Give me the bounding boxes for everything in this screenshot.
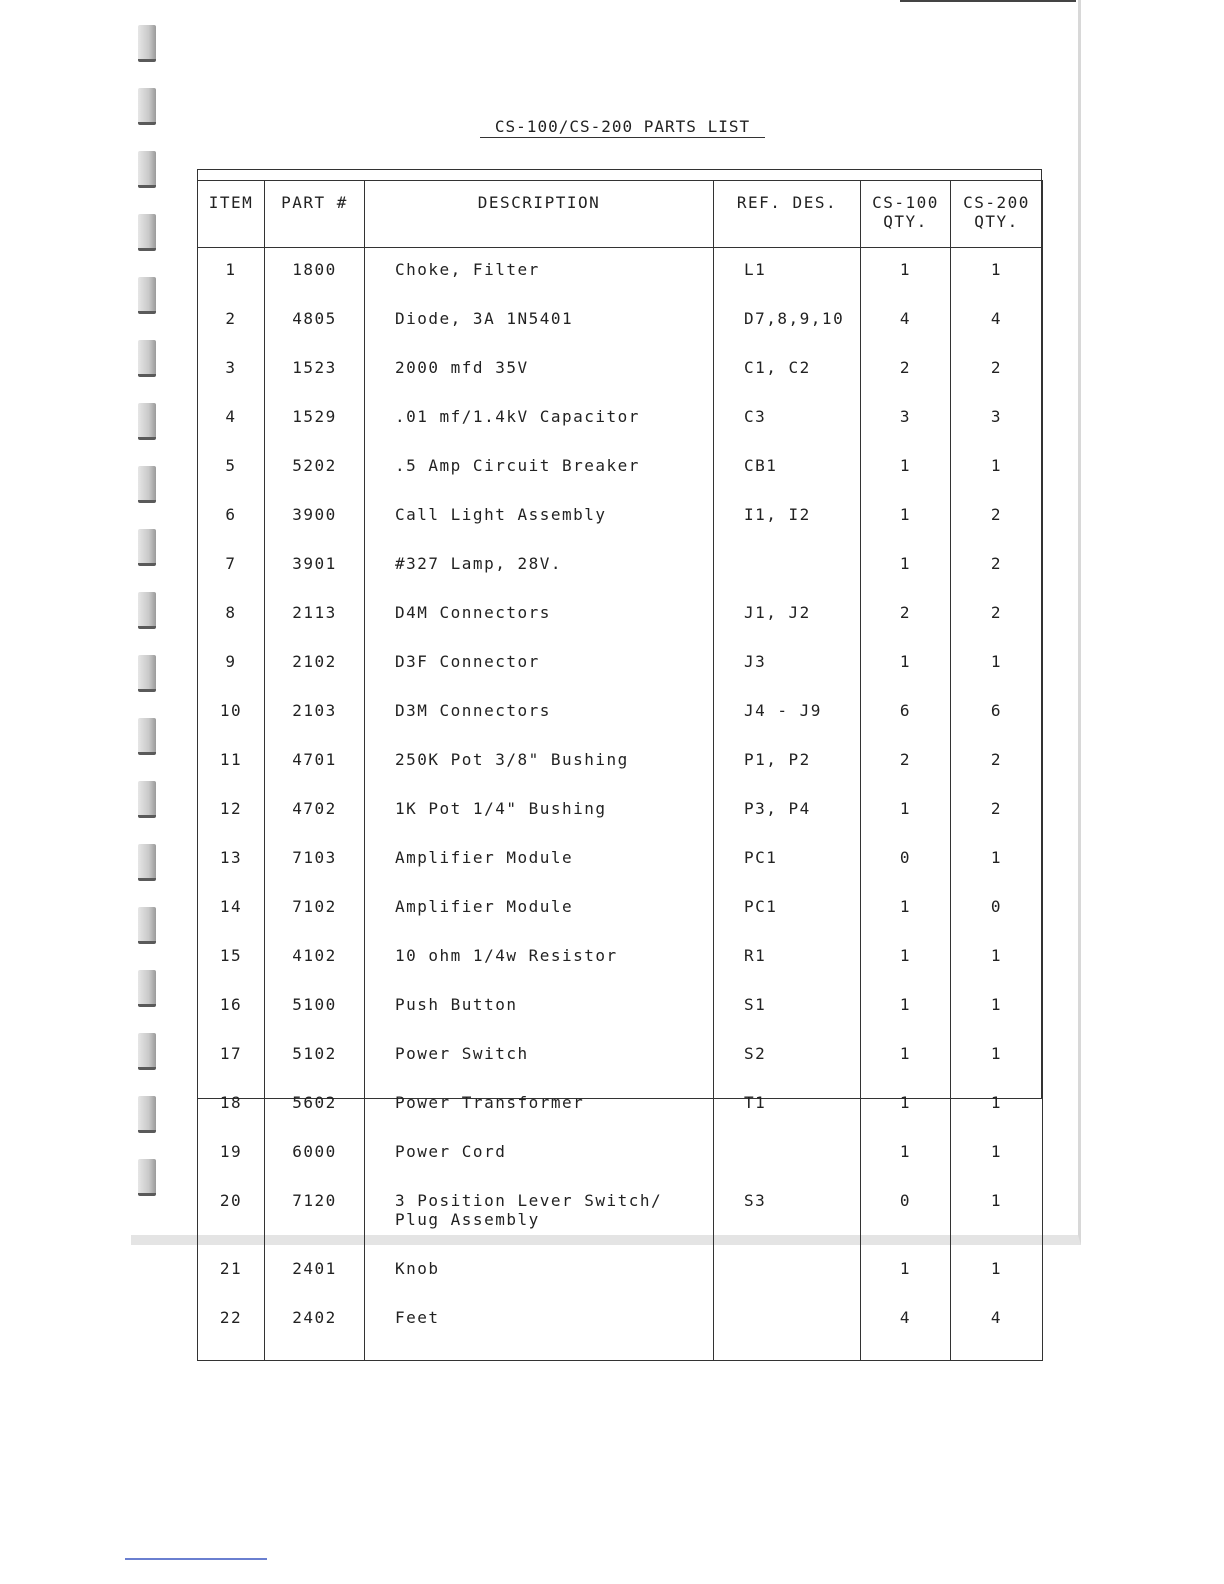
cell-part: 7103 — [265, 836, 365, 885]
cell-cs100-qty: 1 — [861, 983, 951, 1032]
cell-item: 7 — [198, 542, 265, 591]
header-cs100-line1: CS-100 — [872, 193, 939, 212]
cell-cs200-qty: 2 — [951, 738, 1043, 787]
table-row — [198, 836, 1043, 885]
binding-hole — [138, 844, 156, 881]
cell-item: 21 — [198, 1247, 265, 1296]
cell-cs100-qty: 4 — [861, 1296, 951, 1361]
cell-description: Choke, Filter — [365, 248, 714, 298]
table-row — [198, 444, 1043, 493]
table-row — [198, 591, 1043, 640]
cell-part: 1523 — [265, 346, 365, 395]
table-row — [198, 1179, 1043, 1247]
cell-cs100-qty: 2 — [861, 591, 951, 640]
table-row — [198, 787, 1043, 836]
cell-cs200-qty: 2 — [951, 591, 1043, 640]
table-row — [198, 738, 1043, 787]
cell-description: Power Cord — [365, 1130, 714, 1179]
cell-description: D3M Connectors — [365, 689, 714, 738]
cell-cs100-qty: 1 — [861, 934, 951, 983]
cell-cs200-qty: 4 — [951, 297, 1043, 346]
cell-part: 6000 — [265, 1130, 365, 1179]
cell-part: 3900 — [265, 493, 365, 542]
cell-cs200-qty: 1 — [951, 640, 1043, 689]
cell-ref: J4 - J9 — [714, 689, 861, 738]
binding-hole — [138, 529, 156, 566]
cell-cs100-qty: 1 — [861, 885, 951, 934]
header-cs200-qty — [951, 181, 1043, 248]
header-ref-des: REF. DES. — [714, 181, 861, 248]
cell-description: Amplifier Module — [365, 885, 714, 934]
cell-ref: S3 — [714, 1179, 861, 1247]
cell-part: 5102 — [265, 1032, 365, 1081]
binding-hole — [138, 718, 156, 755]
binding-hole — [138, 1033, 156, 1070]
cell-item: 17 — [198, 1032, 265, 1081]
cell-cs100-qty: 2 — [861, 346, 951, 395]
header-item: ITEM — [198, 181, 265, 248]
binding-hole — [138, 655, 156, 692]
cell-ref: T1 — [714, 1081, 861, 1130]
header-cs200-line1: CS-200 — [963, 193, 1030, 212]
cell-cs100-qty: 1 — [861, 1130, 951, 1179]
cell-description-line1: 3 Position Lever Switch/ — [395, 1191, 663, 1210]
cell-item: 4 — [198, 395, 265, 444]
cell-cs200-qty: 2 — [951, 787, 1043, 836]
cell-description: Power Switch — [365, 1032, 714, 1081]
cell-ref: I1, I2 — [714, 493, 861, 542]
cell-description: 10 ohm 1/4w Resistor — [365, 934, 714, 983]
table-row — [198, 297, 1043, 346]
cell-cs100-qty: 0 — [861, 1179, 951, 1247]
binding-hole — [138, 25, 156, 62]
cell-cs100-qty: 1 — [861, 1247, 951, 1296]
footer-rule — [125, 1558, 267, 1560]
cell-ref: J1, J2 — [714, 591, 861, 640]
cell-ref: D7,8,9,10 — [714, 297, 861, 346]
cell-ref: P3, P4 — [714, 787, 861, 836]
cell-description: 2000 mfd 35V — [365, 346, 714, 395]
cell-item: 15 — [198, 934, 265, 983]
cell-part: 5100 — [265, 983, 365, 1032]
cell-description: .01 mf/1.4kV Capacitor — [365, 395, 714, 444]
cell-item: 8 — [198, 591, 265, 640]
cell-ref: S2 — [714, 1032, 861, 1081]
cell-cs100-qty: 1 — [861, 248, 951, 298]
cell-ref: C3 — [714, 395, 861, 444]
page-title: CS-100/CS-200 PARTS LIST — [480, 117, 765, 138]
cell-part: 7120 — [265, 1179, 365, 1247]
cell-ref: P1, P2 — [714, 738, 861, 787]
cell-part: 2401 — [265, 1247, 365, 1296]
cell-cs200-qty: 1 — [951, 934, 1043, 983]
binding-hole — [138, 403, 156, 440]
cell-description: Knob — [365, 1247, 714, 1296]
cell-item: 16 — [198, 983, 265, 1032]
cell-part: 4102 — [265, 934, 365, 983]
table-row — [198, 346, 1043, 395]
cell-item: 6 — [198, 493, 265, 542]
table-row — [198, 1081, 1043, 1130]
cell-item: 2 — [198, 297, 265, 346]
cell-part: 4702 — [265, 787, 365, 836]
cell-description: D4M Connectors — [365, 591, 714, 640]
cell-description: 250K Pot 3/8" Bushing — [365, 738, 714, 787]
binding-hole — [138, 214, 156, 251]
binding-hole — [138, 970, 156, 1007]
cell-cs200-qty: 1 — [951, 1247, 1043, 1296]
cell-ref: PC1 — [714, 885, 861, 934]
cell-cs200-qty: 1 — [951, 1081, 1043, 1130]
cell-part: 2102 — [265, 640, 365, 689]
header-cs100-qty — [861, 181, 951, 248]
binding-hole — [138, 907, 156, 944]
cell-part: 1800 — [265, 248, 365, 298]
table-row — [198, 493, 1043, 542]
cell-cs100-qty: 1 — [861, 444, 951, 493]
binding-hole — [138, 151, 156, 188]
parts-table — [197, 180, 1043, 1361]
binding-hole — [138, 1159, 156, 1196]
cell-cs100-qty: 1 — [861, 1032, 951, 1081]
cell-cs200-qty: 6 — [951, 689, 1043, 738]
cell-item: 3 — [198, 346, 265, 395]
cell-ref: R1 — [714, 934, 861, 983]
cell-part: 3901 — [265, 542, 365, 591]
cell-part: 1529 — [265, 395, 365, 444]
cell-item: 10 — [198, 689, 265, 738]
table-row — [198, 885, 1043, 934]
cell-part: 2103 — [265, 689, 365, 738]
cell-part: 4805 — [265, 297, 365, 346]
cell-item: 12 — [198, 787, 265, 836]
header-part-number: PART # — [265, 181, 365, 248]
cell-description: Diode, 3A 1N5401 — [365, 297, 714, 346]
cell-cs200-qty: 4 — [951, 1296, 1043, 1361]
cell-part: 2113 — [265, 591, 365, 640]
cell-part: 7102 — [265, 885, 365, 934]
cell-ref — [714, 1130, 861, 1179]
cell-item: 19 — [198, 1130, 265, 1179]
table-row — [198, 1247, 1043, 1296]
page-edge-line — [900, 0, 1076, 2]
binding-hole — [138, 1096, 156, 1133]
table-header-row — [198, 181, 1043, 248]
cell-item: 13 — [198, 836, 265, 885]
cell-description — [365, 1179, 714, 1247]
cell-item: 1 — [198, 248, 265, 298]
header-cs100-line2: QTY. — [883, 212, 928, 231]
cell-description: Call Light Assembly — [365, 493, 714, 542]
cell-ref — [714, 1296, 861, 1361]
cell-cs200-qty: 2 — [951, 542, 1043, 591]
cell-description: 1K Pot 1/4" Bushing — [365, 787, 714, 836]
cell-ref: J3 — [714, 640, 861, 689]
cell-item: 9 — [198, 640, 265, 689]
cell-part: 2402 — [265, 1296, 365, 1361]
cell-cs100-qty: 1 — [861, 1081, 951, 1130]
cell-item: 18 — [198, 1081, 265, 1130]
cell-cs100-qty: 1 — [861, 542, 951, 591]
cell-item: 20 — [198, 1179, 265, 1247]
header-description: DESCRIPTION — [365, 181, 714, 248]
cell-cs200-qty: 1 — [951, 1130, 1043, 1179]
cell-cs100-qty: 1 — [861, 493, 951, 542]
binding-hole — [138, 340, 156, 377]
cell-part: 5602 — [265, 1081, 365, 1130]
cell-ref: PC1 — [714, 836, 861, 885]
cell-ref: L1 — [714, 248, 861, 298]
cell-part: 4701 — [265, 738, 365, 787]
cell-item: 14 — [198, 885, 265, 934]
binding-hole — [138, 88, 156, 125]
binding-hole — [138, 277, 156, 314]
cell-description: #327 Lamp, 28V. — [365, 542, 714, 591]
table-row — [198, 248, 1043, 298]
cell-cs200-qty: 1 — [951, 248, 1043, 298]
cell-cs200-qty: 3 — [951, 395, 1043, 444]
cell-cs100-qty: 6 — [861, 689, 951, 738]
cell-item: 22 — [198, 1296, 265, 1361]
cell-cs200-qty: 1 — [951, 444, 1043, 493]
cell-cs100-qty: 4 — [861, 297, 951, 346]
cell-cs100-qty: 1 — [861, 787, 951, 836]
cell-cs200-qty: 2 — [951, 346, 1043, 395]
cell-ref: S1 — [714, 983, 861, 1032]
header-cs200-line2: QTY. — [974, 212, 1019, 231]
cell-ref — [714, 1247, 861, 1296]
table-row — [198, 1032, 1043, 1081]
cell-cs100-qty: 3 — [861, 395, 951, 444]
cell-item: 5 — [198, 444, 265, 493]
cell-ref: C1, C2 — [714, 346, 861, 395]
table-row — [198, 1296, 1043, 1361]
table-row — [198, 983, 1043, 1032]
cell-cs100-qty: 2 — [861, 738, 951, 787]
cell-cs200-qty: 1 — [951, 836, 1043, 885]
binding-hole — [138, 466, 156, 503]
binding-hole — [138, 592, 156, 629]
table-row — [198, 640, 1043, 689]
cell-cs100-qty: 1 — [861, 640, 951, 689]
cell-cs100-qty: 0 — [861, 836, 951, 885]
cell-item: 11 — [198, 738, 265, 787]
cell-cs200-qty: 2 — [951, 493, 1043, 542]
cell-description: Power Transformer — [365, 1081, 714, 1130]
cell-cs200-qty: 1 — [951, 1032, 1043, 1081]
table-row — [198, 689, 1043, 738]
cell-description: Feet — [365, 1296, 714, 1361]
cell-description: .5 Amp Circuit Breaker — [365, 444, 714, 493]
cell-description: Amplifier Module — [365, 836, 714, 885]
cell-ref: CB1 — [714, 444, 861, 493]
binding-hole — [138, 781, 156, 818]
table-row — [198, 1130, 1043, 1179]
table-row — [198, 542, 1043, 591]
cell-cs200-qty: 1 — [951, 1179, 1043, 1247]
cell-cs200-qty: 0 — [951, 885, 1043, 934]
table-row — [198, 395, 1043, 444]
cell-description-line2: Plug Assembly — [395, 1210, 540, 1229]
cell-description: D3F Connector — [365, 640, 714, 689]
cell-cs200-qty: 1 — [951, 983, 1043, 1032]
table-row — [198, 934, 1043, 983]
cell-ref — [714, 542, 861, 591]
cell-description: Push Button — [365, 983, 714, 1032]
cell-part: 5202 — [265, 444, 365, 493]
